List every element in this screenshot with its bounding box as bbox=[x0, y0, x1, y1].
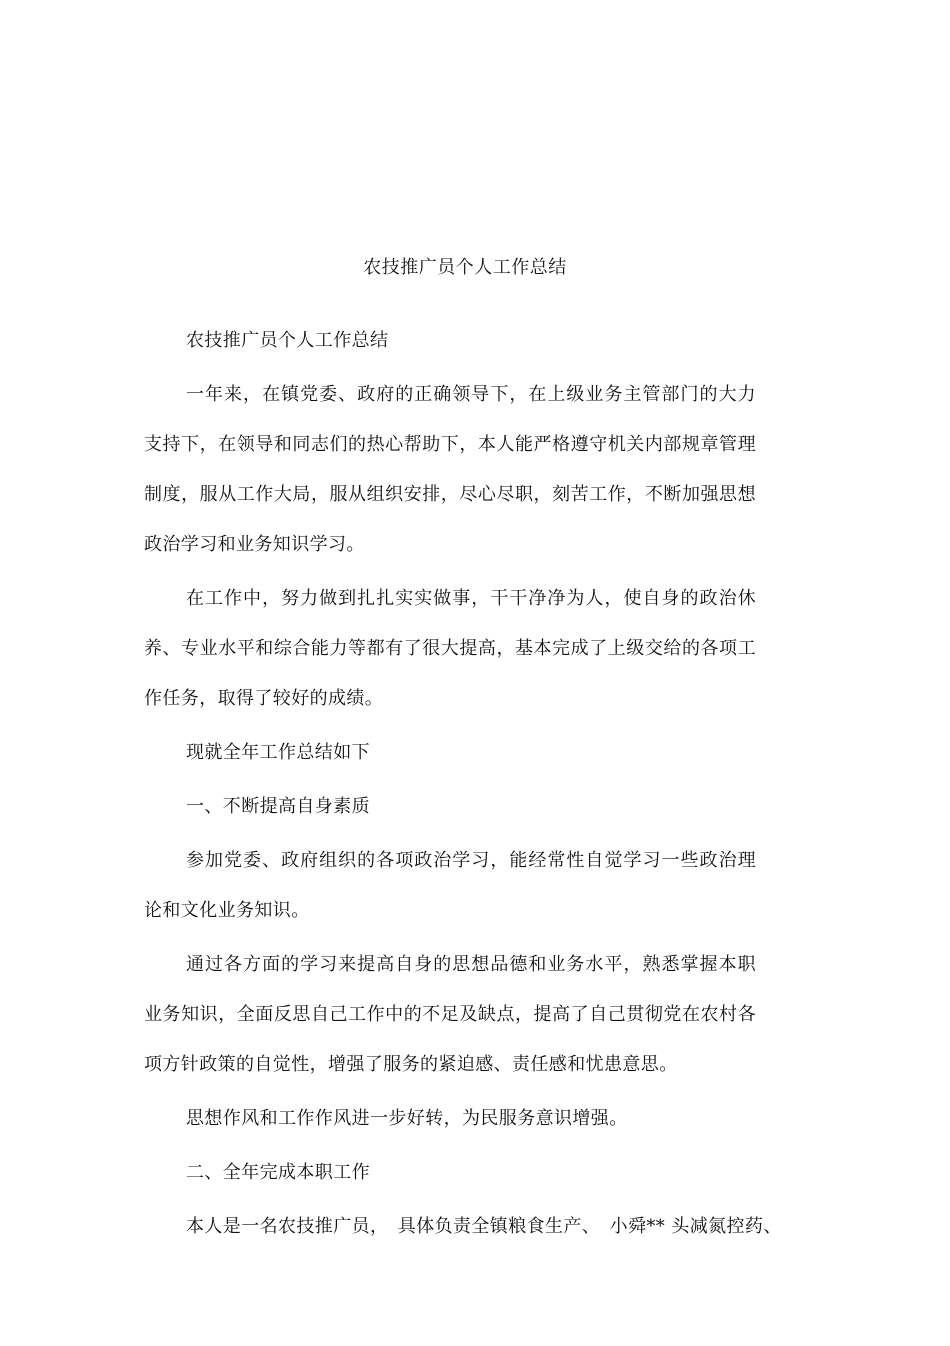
paragraph-work-attitude: 在工作中，努力做到扎扎实实做事，干干净净为人，使自身的政治休养、专业水平和综合能力等都有了很大提高，基本完成了上级交给的各项工作任务，取得了较好的成绩。 bbox=[144, 588, 756, 709]
paragraph-intro: 一年来，在镇党委、政府的正确领导下，在上级业务主管部门的大力支持下，在领导和同志们的热心帮助下，本人能严格遵守机关内部规章管理制度，服从工作大局，服从组织安排，尽心尽职，刻苦工作，不断加强思想政治学习和业务知识学习。 bbox=[144, 384, 756, 555]
section-heading-2: 二、全年完成本职工作 bbox=[186, 1162, 370, 1183]
paragraph-improvement: 通过各方面的学习来提高自身的思想品德和业务水平，熟悉掌握本职业务知识，全面反思自己工作中的不足及缺点，提高了自己贯彻党在农村各项方针政策的自觉性，增强了服务的紧迫感、责任感和忧患意思。 bbox=[144, 954, 756, 1075]
paragraph-study: 参加党委、政府组织的各项政治学习，能经常性自觉学习一些政治理论和文化业务知识。 bbox=[144, 850, 756, 921]
paragraph-subtitle: 农技推广员个人工作总结 bbox=[186, 330, 389, 351]
section-heading-1: 一、不断提高自身素质 bbox=[186, 796, 370, 817]
document-body bbox=[144, 316, 782, 1256]
paragraph-duties: 本人是一名农技推广员， 具体负责全镇粮食生产、 小舜** 头减氮控药、 bbox=[186, 1216, 782, 1237]
paragraph-summary-lead: 现就全年工作总结如下 bbox=[186, 742, 370, 763]
document-title: 农技推广员个人工作总结 bbox=[363, 257, 567, 278]
paragraph-style: 思想作风和工作作风进一步好转，为民服务意识增强。 bbox=[186, 1108, 628, 1129]
